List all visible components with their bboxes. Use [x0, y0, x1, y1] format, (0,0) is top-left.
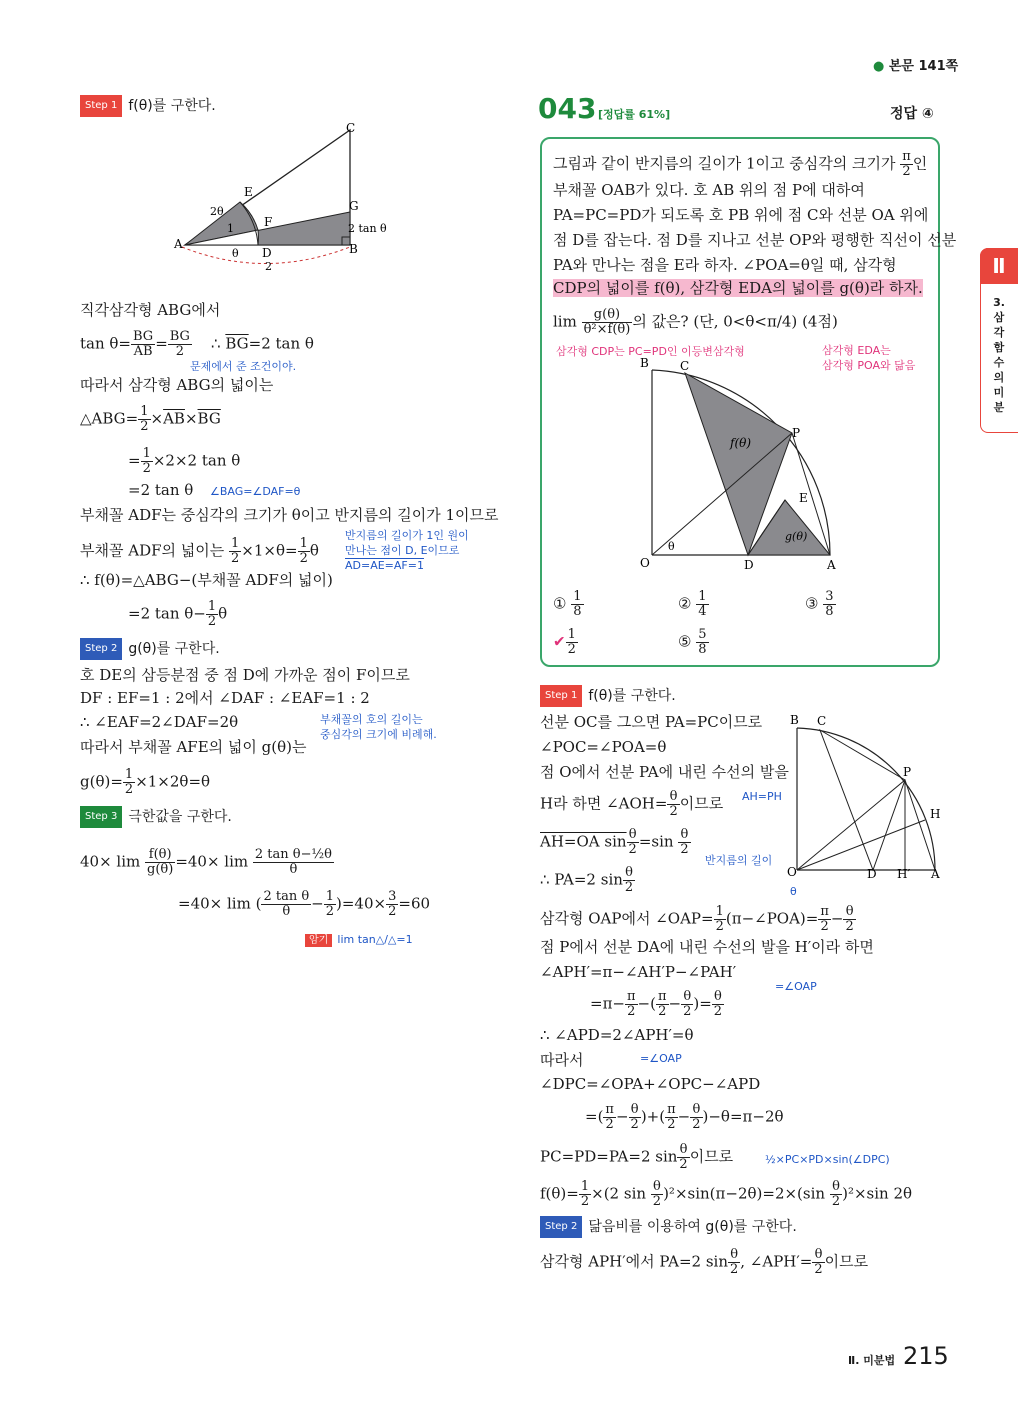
svg-text:g(θ): g(θ) — [785, 530, 808, 543]
problem-number: 043 — [538, 92, 597, 125]
svg-text:F: F — [264, 215, 273, 229]
text-line: ∴ ∠EAF=2∠DAF=2θ — [80, 713, 239, 731]
choice-5[interactable]: ⑤ $\frac{5}{8}$ — [678, 627, 707, 657]
answer-label: 정답 ④ — [890, 106, 934, 122]
arc-note: 부채꼴의 호의 길이는 중심각의 크기에 비례해. — [320, 713, 437, 741]
area-abg-equation: △ABG= $\frac{1}{2}$ $\times\overline{AB}\times\overline{BG}$ — [80, 404, 221, 434]
svg-text:θ: θ — [232, 247, 239, 260]
svg-text:P: P — [903, 765, 912, 779]
area-abg-result: =2 tan θ — [128, 481, 194, 499]
svg-text:C: C — [346, 121, 356, 135]
sol-line: AH=OA sin $\frac{\theta}{2}$ =sin $\frac{\theta}{2}$ — [540, 827, 689, 857]
limit-question: lim $\frac{g(\theta)}{\text{θ²×f(θ)}}$ 의 값은? (단, 0<θ<π/4) (4점) — [553, 307, 838, 337]
svg-text:H′: H′ — [897, 867, 911, 880]
sol-line: 삼각형 OAP에서 ∠OAP= $\frac{1}{2}$ (π−∠POA)= $\frac{\pi}{2}$ − $\frac{\theta}{2}$ — [540, 904, 854, 934]
sector-area-equation: 부채꼴 ADF의 넓이는 $\frac{1}{2}$ ×1×θ= $\frac{1}{2}$ θ — [80, 536, 319, 566]
sol-line: =π− $\frac{\pi}{2}$ −( $\frac{\pi}{2}$ − $\frac{\theta}{2}$ )= $\frac{\theta}{2}$ — [590, 989, 723, 1019]
sol-line: ∴ ∠APD=2∠APH′=θ — [540, 1026, 694, 1044]
oap-note: =∠OAP — [775, 980, 817, 993]
memo-note: 암기 lim tan△/△=1 — [305, 928, 413, 947]
svg-text:A: A — [931, 867, 940, 880]
eda-note: 삼각형 EDA는 삼각형 POA와 닮음 — [822, 344, 916, 372]
text-line: 직각삼각형 ABG에서 — [80, 301, 221, 319]
f-theta-final: f(θ)= $\frac{1}{2}$ ×(2 sin $\frac{\theta}{2}$ )²×sin(π−2θ)=2×(sin $\frac{\theta}{2}$ )²×sin 2θ — [540, 1179, 913, 1209]
step1-heading: Step 1 f(θ)를 구한다. — [80, 95, 216, 117]
text-line: 부채꼴 ADF는 중심각의 크기가 θ이고 반지름의 길이가 1이므로 — [80, 506, 499, 524]
step2-heading: Step 2 g(θ)를 구한다. — [80, 638, 220, 660]
sector-figure — [630, 355, 850, 575]
accuracy-rate: [정답률 61%] — [598, 108, 671, 121]
page-number: 215 — [903, 1342, 949, 1370]
svg-text:G: G — [349, 199, 359, 213]
f-theta-equation: ∴ f(θ)=△ABG−(부채꼴 ADF의 넓이) — [80, 571, 333, 589]
sol-line: ∴ PA=2 sin $\frac{\theta}{2}$ — [540, 865, 634, 895]
question-line: PA와 만나는 점을 E라 하자. ∠POA=θ일 때, 삼각형 — [553, 256, 897, 274]
area-formula-note: ½×PC×PD×sin(∠DPC) — [765, 1153, 890, 1166]
step3-heading: Step 3 극한값을 구한다. — [80, 806, 232, 828]
oap-note-2: =∠OAP — [640, 1052, 682, 1065]
svg-text:O: O — [640, 556, 650, 570]
choice-2[interactable]: ② $\frac{1}{4}$ — [678, 589, 707, 619]
svg-text:A: A — [174, 237, 183, 251]
sol-line: ∠APH′=π−∠AH′P−∠PAH′ — [540, 963, 737, 981]
limit-equation-2: =40× lim ( $\frac{\text{2 tan θ}}{\theta}$ − $\frac{1}{2}$ )=40× $\frac{3}{2}$ =60 — [178, 889, 431, 919]
question-line: CDP의 넓이를 f(θ), 삼각형 EDA의 넓이를 g(θ)라 하자. — [553, 279, 923, 297]
chapter-tab-title: 3. 삼 각 함 수 의 미 분 — [993, 296, 1005, 414]
chapter-tab-number: Ⅱ — [980, 248, 1018, 284]
text-line: 호 DE의 삼등분점 중 점 D에 가까운 점이 F이므로 — [80, 666, 410, 684]
choice-4[interactable]: ✔ $\frac{1}{2}$ — [553, 627, 576, 657]
text-line: 따라서 삼각형 ABG의 넓이는 — [80, 376, 274, 394]
sol-line: 따라서 — [540, 1051, 584, 1069]
limit-equation-1: 40× lim $\frac{f(\theta)}{g(\theta)}$ =40× lim $\frac{\text{2 tan θ−½θ}}{\theta}$ — [80, 847, 332, 877]
svg-text:P: P — [792, 426, 801, 440]
choice-3[interactable]: ③ $\frac{3}{8}$ — [805, 589, 834, 619]
g-theta-equation: g(θ)= $\frac{1}{2}$ ×1×2θ=θ — [80, 767, 211, 797]
sol-line: 점 O에서 선분 PA에 내린 수선의 발을 — [540, 763, 789, 781]
svg-text:E: E — [244, 185, 253, 199]
svg-text:H: H — [930, 807, 941, 821]
triangle-figure — [170, 120, 410, 280]
text-line: DF : EF=1 : 2에서 ∠DAF : ∠EAF=1 : 2 — [80, 689, 370, 707]
svg-text:O: O — [787, 865, 797, 879]
question-line: 점 D를 잡는다. 점 D를 지나고 선분 OP와 평행한 직선이 선분 — [553, 231, 957, 249]
page-reference: ● 본문 141쪽 — [873, 59, 959, 74]
question-line: 그림과 같이 반지름의 길이가 1이고 중심각의 크기가 $\frac{\pi}{2}$ 인 — [553, 149, 928, 179]
svg-text:2 tan θ: 2 tan θ — [348, 222, 387, 235]
svg-text:B: B — [640, 356, 649, 370]
tan-equation: tan θ= $\frac{BG}{AB}$ = $\frac{BG}{2}$ ∴ $\overline{BG}=2$ tan θ — [80, 329, 314, 359]
svg-text:D: D — [262, 246, 272, 260]
sol-line: PC=PD=PA=2 sin $\frac{\theta}{2}$ 이므로 — [540, 1142, 734, 1172]
radius-note: 반지름의 길이가 1인 원이 만나는 점이 D, E이므로 AD=AE=AF=1 — [345, 529, 469, 572]
sol-line: =( $\frac{\pi}{2}$ − $\frac{\theta}{2}$ )+( $\frac{\pi}{2}$ − $\frac{\theta}{2}$ )−θ=π−2θ — [585, 1102, 784, 1132]
svg-text:2: 2 — [265, 260, 272, 273]
svg-text:B: B — [790, 713, 799, 727]
sol-line: H라 하면 ∠AOH= $\frac{\theta}{2}$ 이므로 — [540, 789, 724, 819]
question-line: PA=PC=PD가 되도록 호 PB 위에 점 C와 선분 OA 위에 — [553, 206, 929, 224]
area-abg-step: = $\frac{1}{2}$ ×2×2 tan θ — [128, 446, 241, 476]
sol-line: 점 P에서 선분 DA에 내린 수선의 발을 H′이라 하면 — [540, 938, 874, 956]
sol-line: 삼각형 APH′에서 PA=2 sin $\frac{\theta}{2}$ , ∠APH′= $\frac{\theta}{2}$ 이므로 — [540, 1247, 869, 1277]
condition-note: 문제에서 준 조건이야. — [190, 360, 297, 373]
sol-line: ∠DPC=∠OPA+∠OPC−∠APD — [540, 1075, 761, 1093]
sol-step1-heading: Step 1 f(θ)를 구한다. — [540, 685, 676, 707]
theta-note: θ — [790, 885, 797, 898]
svg-text:1: 1 — [227, 222, 234, 235]
svg-text:f(θ): f(θ) — [730, 436, 752, 450]
ah-ph-note: AH=PH — [742, 790, 782, 803]
angle-note: ∠BAG=∠DAF=θ — [210, 485, 301, 498]
question-line: 부채꼴 OAB가 있다. 호 AB 위의 점 P에 대하여 — [553, 181, 865, 199]
text-line: 따라서 부채꼴 AFE의 넓이 g(θ)는 — [80, 738, 307, 756]
svg-text:B: B — [349, 242, 358, 256]
solution-figure — [785, 710, 945, 880]
svg-text:E: E — [799, 491, 808, 505]
radius-note-right: 반지름의 길이 — [705, 854, 773, 867]
choice-1[interactable]: ① $\frac{1}{8}$ — [553, 589, 582, 619]
f-theta-result: =2 tan θ− $\frac{1}{2}$ θ — [128, 599, 228, 629]
svg-text:C: C — [817, 714, 827, 728]
sol-step2-heading: Step 2 닮음비를 이용하여 g(θ)를 구한다. — [540, 1216, 797, 1238]
circle-bullet-icon: ● — [873, 59, 885, 74]
svg-text:A: A — [827, 558, 836, 572]
footer-chapter: Ⅱ. 미분법 — [848, 1354, 896, 1367]
sol-line: ∠POC=∠POA=θ — [540, 738, 667, 756]
svg-text:C: C — [680, 359, 690, 373]
svg-text:2θ: 2θ — [210, 205, 224, 218]
svg-text:θ: θ — [668, 540, 675, 553]
check-icon: ✔ — [553, 632, 566, 651]
sol-line: 선분 OC를 그으면 PA=PC이므로 — [540, 713, 763, 731]
cdp-note: 삼각형 CDP는 PC=PD인 이등변삼각형 — [556, 345, 745, 358]
svg-text:D: D — [744, 558, 754, 572]
svg-text:D: D — [867, 867, 877, 880]
